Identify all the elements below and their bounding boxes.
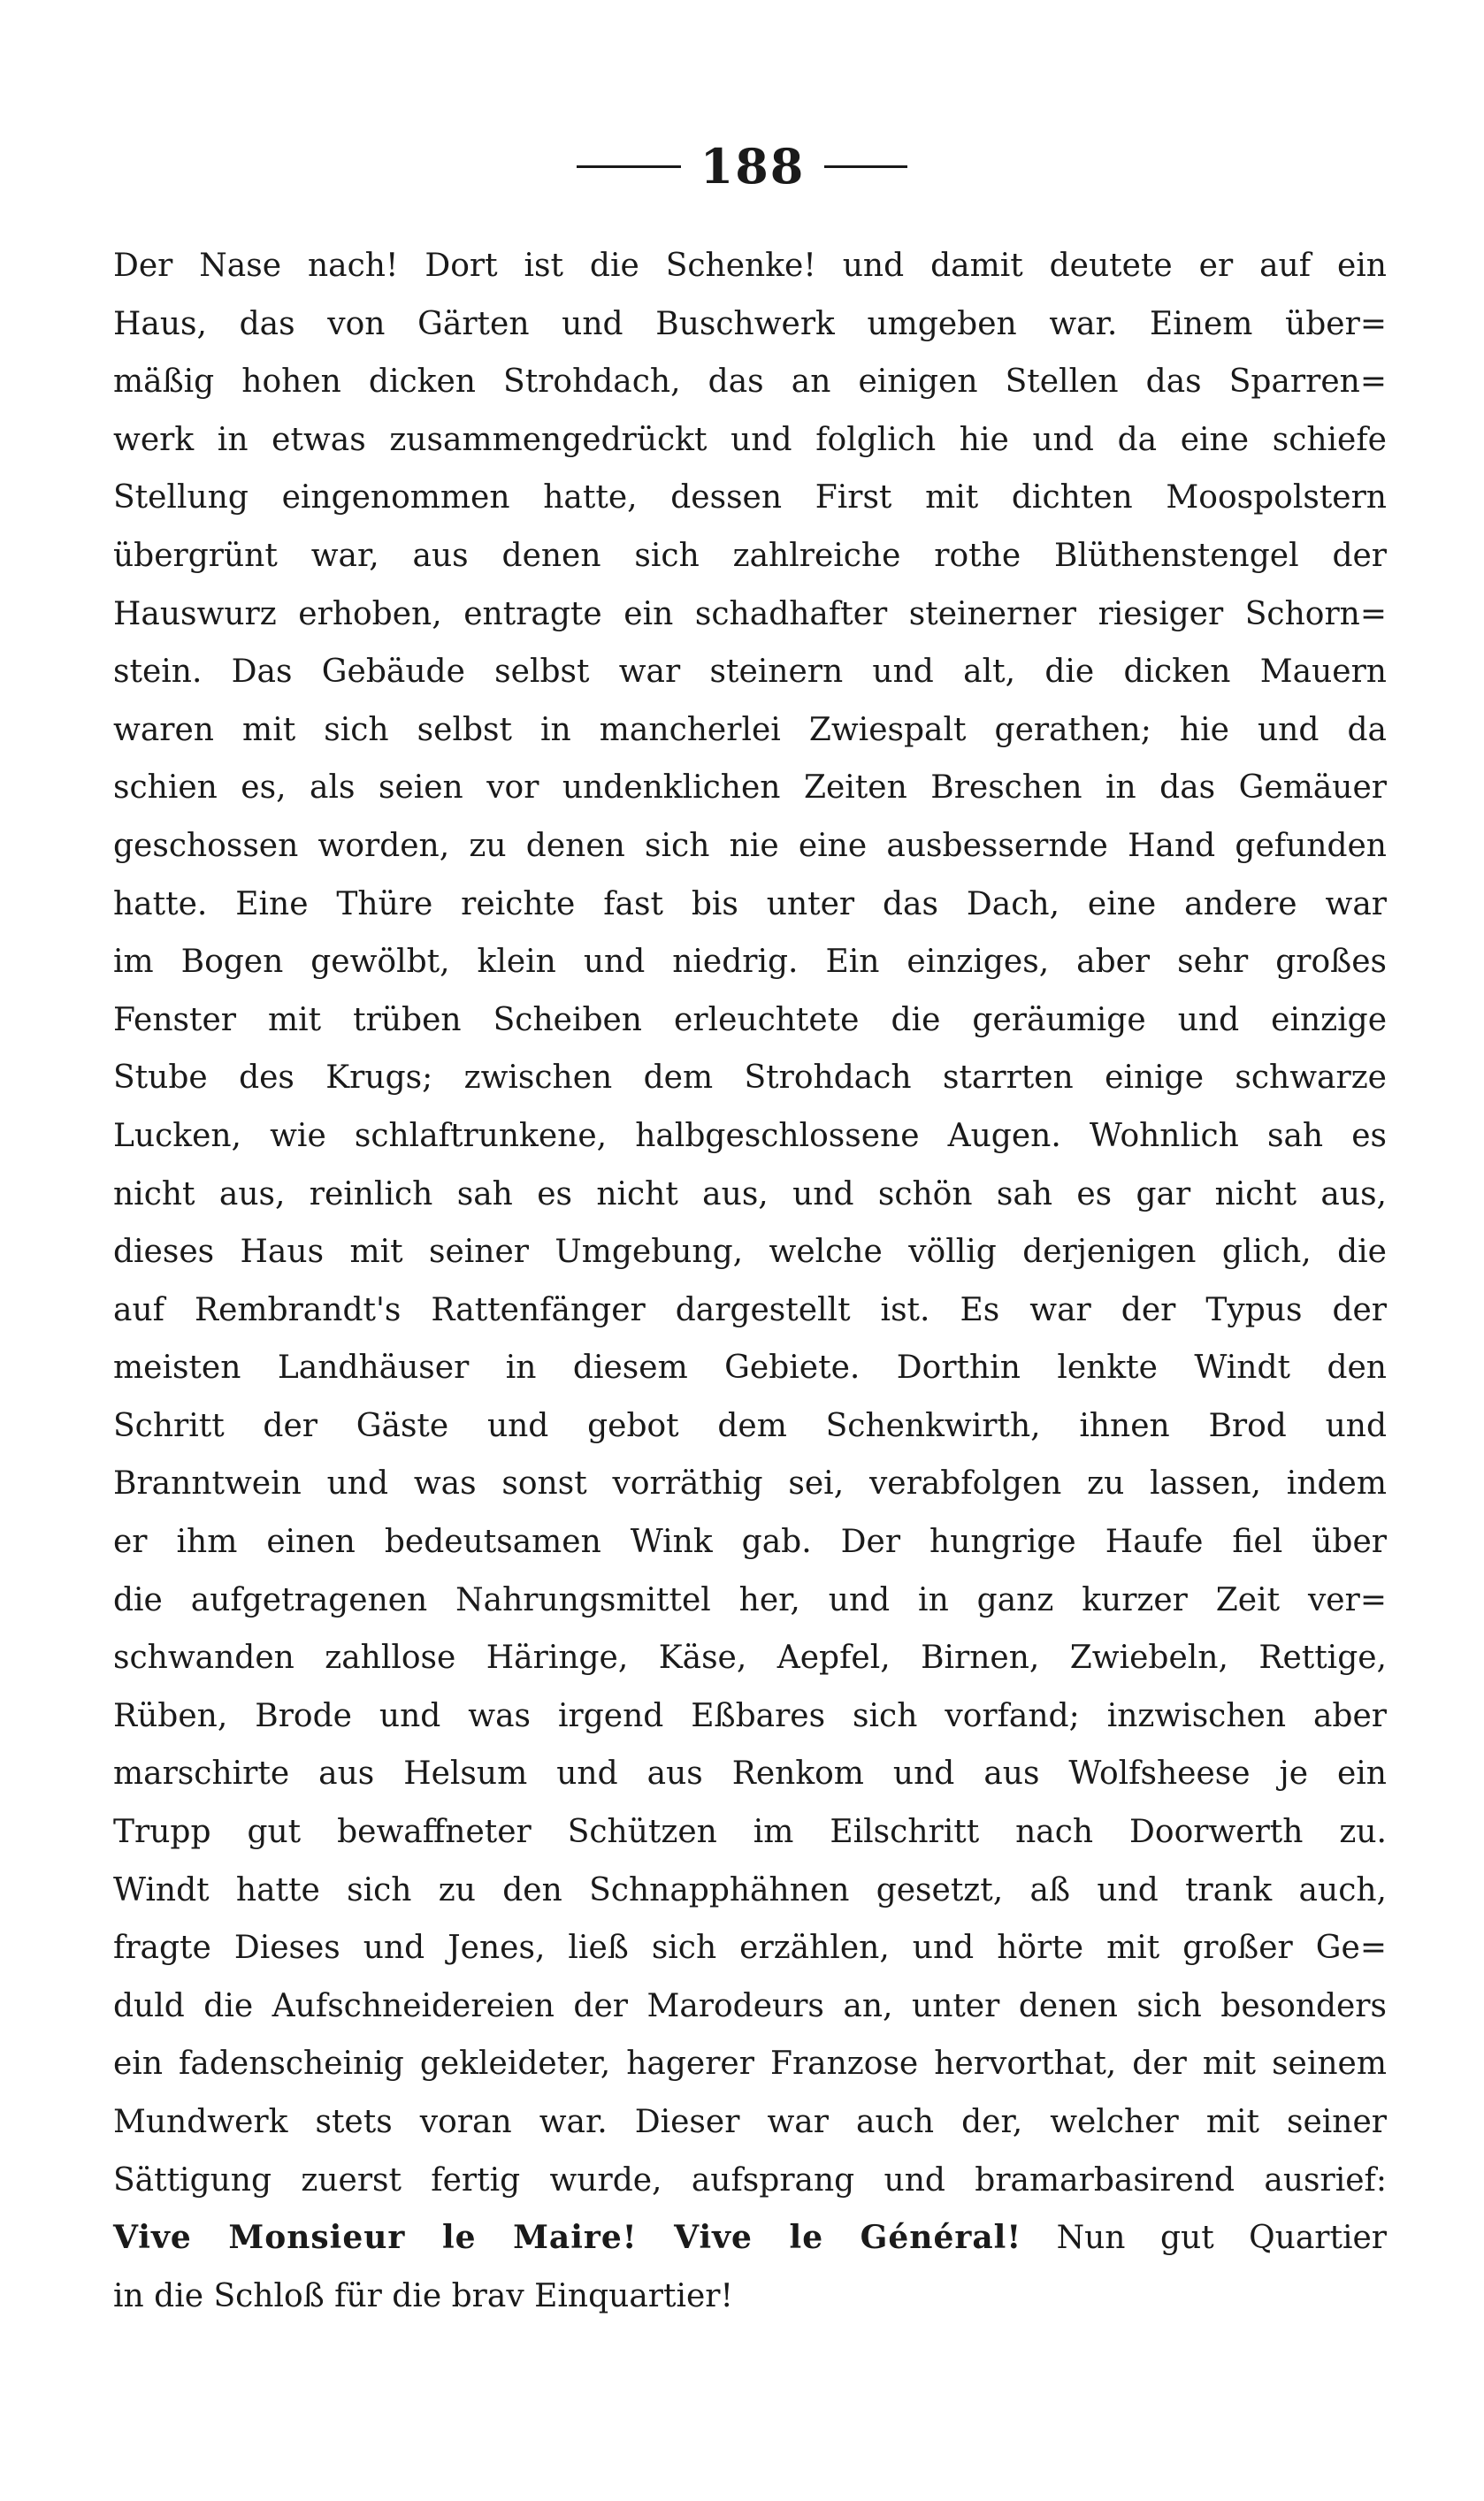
text-line: Rüben, Brode und was irgend Eßbares sich vorfand; inzwischen aber xyxy=(113,1697,1387,1734)
text-line: im Bogen gewölbt, klein und niedrig. Ein einziges, aber sehr großes xyxy=(113,944,1387,981)
text-line: werk in etwas zusammengedrückt und folglich hie und da eine schiefe xyxy=(113,421,1387,458)
french-exclamation: Vive Monsieur le Maire! Vive le Général! xyxy=(113,2219,1022,2257)
text-line: auf Rembrandt's Rattenfänger dargestellt ist. Es war der Typus der xyxy=(113,1291,1387,1328)
text-line: hatte. Eine Thüre reichte fast bis unter das Dach, eine andere war xyxy=(113,885,1387,922)
text-line: dieses Haus mit seiner Umgebung, welche völlig derjenigen glich, die xyxy=(113,1234,1387,1271)
text-line: Stube des Krugs; zwischen dem Strohdach starrten einige schwarze xyxy=(113,1059,1387,1097)
text-line: Haus, das von Gärten und Buschwerk umgeben war. Einem über= xyxy=(113,305,1387,342)
body-text xyxy=(113,237,1387,2325)
text-line: Lucken, wie schlaftrunkene, halbgeschlossene Augen. Wohnlich sah es xyxy=(113,1117,1387,1154)
text-line: stein. Das Gebäude selbst war steinern und alt, die dicken Mauern xyxy=(113,654,1387,691)
text-line: Der Nase nach! Dort ist die Schenke! und damit deutete er auf ein xyxy=(113,248,1387,284)
header-rule-left xyxy=(577,165,681,168)
text-line: waren mit sich selbst in mancherlei Zwiespalt gerathen; hie und da xyxy=(113,711,1387,748)
text-line: ein fadenscheinig gekleideter, hagerer Franzose hervorthat, der mit seinem xyxy=(113,2046,1387,2083)
text-line: die aufgetragenen Nahrungsmittel her, und in ganz kurzer Zeit ver= xyxy=(113,1581,1387,1618)
text-line: meisten Landhäuser in diesem Gebiete. Dorthin lenkte Windt den xyxy=(113,1350,1387,1387)
text-line: nicht aus, reinlich sah es nicht aus, und schön sah es gar nicht aus, xyxy=(113,1175,1387,1212)
header-rule-right xyxy=(824,165,907,168)
text-line: Branntwein und was sonst vorräthig sei, verabfolgen zu lassen, indem xyxy=(113,1465,1387,1503)
text-line: geschossen worden, zu denen sich nie eine ausbessernde Hand gefunden xyxy=(113,827,1387,864)
text-line: Stellung eingenommen hatte, dessen First mit dichten Moospolstern xyxy=(113,479,1387,516)
text-line: schien es, als seien vor undenklichen Zeiten Breschen in das Gemäuer xyxy=(113,769,1387,807)
text-line: duld die Aufschneidereien der Marodeurs an, unter denen sich besonders xyxy=(113,1987,1387,2024)
page-header xyxy=(0,131,1484,202)
text-line: Hauswurz erhoben, entragte ein schadhafter steinerner riesiger Schorn= xyxy=(113,595,1387,632)
text-line: Schritt der Gäste und gebot dem Schenkwirth, ihnen Brod und xyxy=(113,1407,1387,1444)
text-line: Windt hatte sich zu den Schnapphähnen gesetzt, aß und trank auch, xyxy=(113,1871,1387,1908)
text-line: mäßig hohen dicken Strohdach, das an einigen Stellen das Sparren= xyxy=(113,363,1387,401)
text-line: er ihm einen bedeutsamen Wink gab. Der hungrige Haufe fiel über xyxy=(113,1524,1387,1561)
text-line: Fenster mit trüben Scheiben erleuchtete die geräumige und einzige xyxy=(113,1001,1387,1038)
text-line: übergrünt war, aus denen sich zahlreiche rothe Blüthenstengel der xyxy=(113,537,1387,574)
text-line: schwanden zahllose Häringe, Käse, Aepfel, Birnen, Zwiebeln, Rettige, xyxy=(113,1640,1387,1677)
text-line: Trupp gut bewaffneter Schützen im Eilschritt nach Doorwerth zu. xyxy=(113,1814,1387,1851)
text-line-rest: Nun gut Quartier xyxy=(1021,2220,1387,2257)
page-number: 188 xyxy=(700,138,806,195)
text-line-final: in die Schloß für die brav Einquartier! xyxy=(113,2277,733,2314)
text-line: Sättigung zuerst fertig wurde, aufsprang und bramarbasirend ausrief: xyxy=(113,2161,1387,2199)
text-line: marschirte aus Helsum und aus Renkom und aus Wolfsheese je ein xyxy=(113,1755,1387,1793)
text-line-mixed xyxy=(113,2209,1387,2268)
text-line: Mundwerk stets voran war. Dieser war auch der, welcher mit seiner xyxy=(113,2104,1387,2140)
text-line: fragte Dieses und Jenes, ließ sich erzählen, und hörte mit großer Ge= xyxy=(113,1930,1387,1967)
